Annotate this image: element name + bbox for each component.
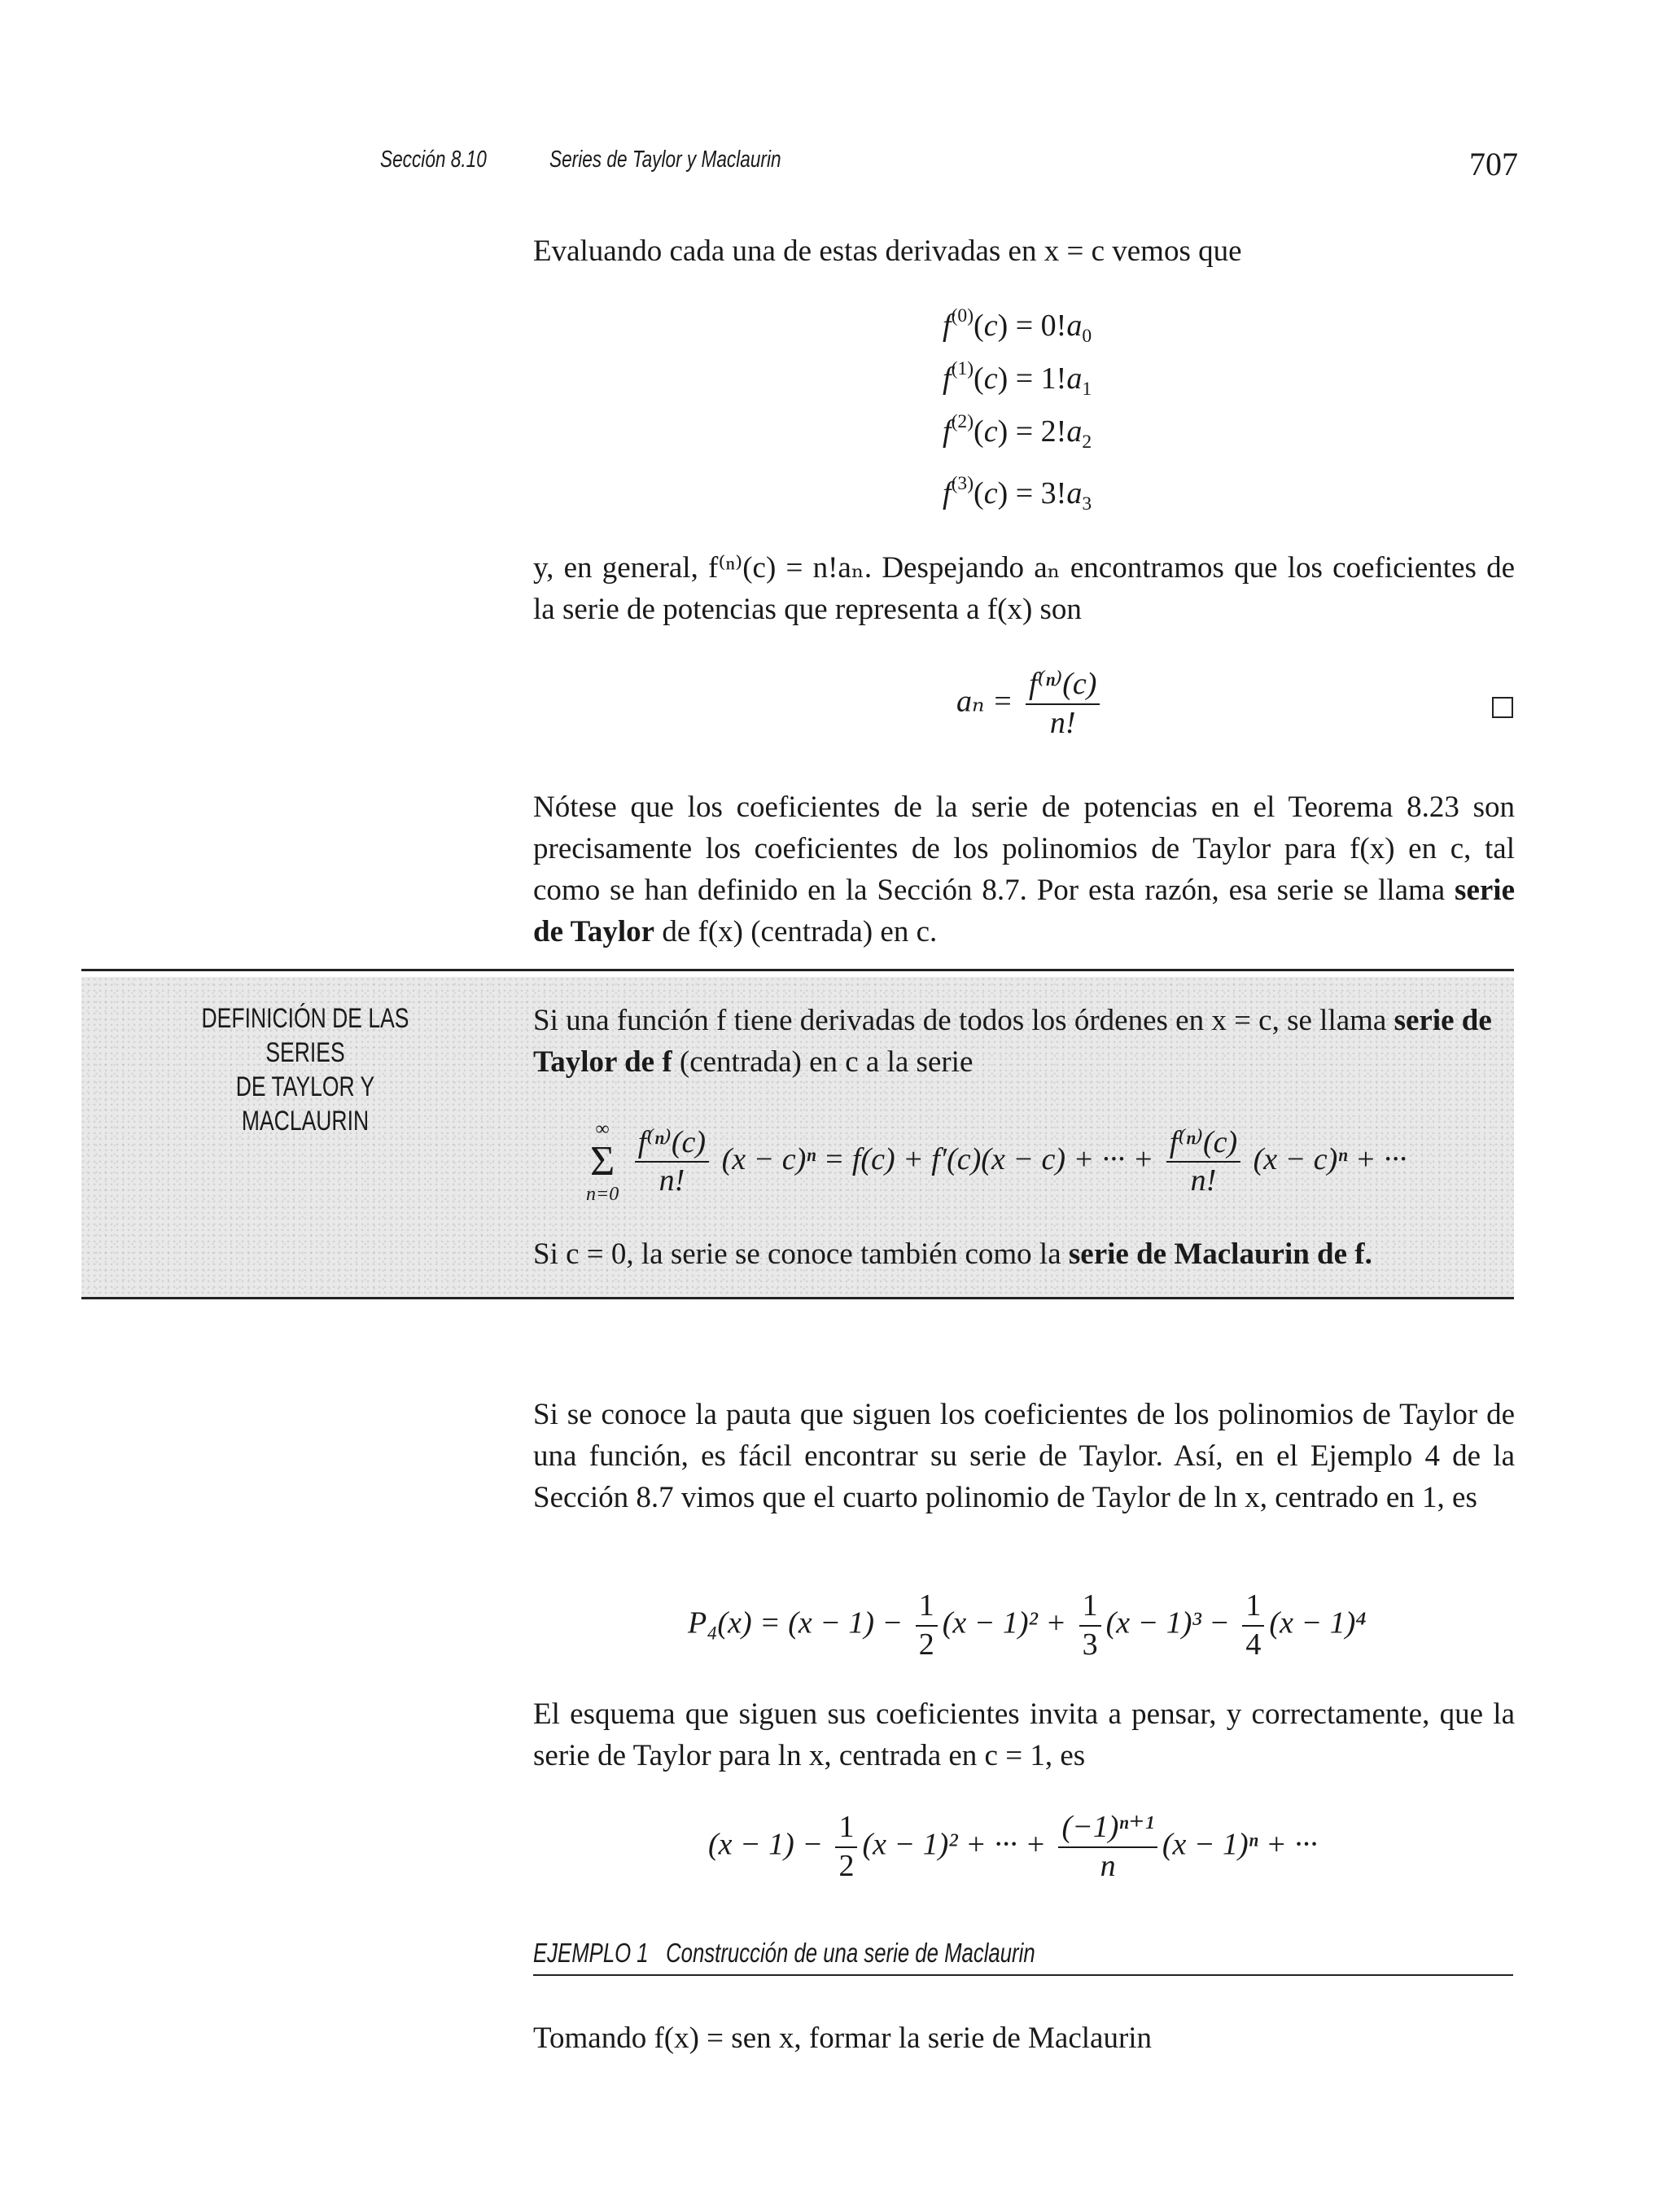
an-formula: aₙ = $\frac{\text{f⁽ⁿ⁾(c)}}{n!}$ — [956, 666, 1105, 742]
general-paragraph: y, en general, f⁽ⁿ⁾(c) = n!aₙ. Despejando aₙ encontramos que los coeficientes de la serie de potencias que representa a f(x) son — [533, 551, 1515, 626]
paragraph-pattern: Si se conoce la pauta que siguen los coeficientes de los polinomios de Taylor de una función, es fácil encontrar su serie de Taylor. Así, en el Ejemplo 4 de la Sección 8.7 vimos que el cuarto polinomio de Taylor de ln x, centrado en 1, es — [533, 1398, 1515, 1514]
taylor-series-formula: ∞ Σ n=0 $\frac{\text{f⁽ⁿ⁾(c)}}{n!}$ (x − c)ⁿ = f(c) + f′(c)(x − c) + ··· + $\frac{\text{f⁽ⁿ⁾(c)}}{n!}$ (x − c)ⁿ + ··· — [586, 1119, 1407, 1205]
running-section: Sección 8.10 — [380, 147, 487, 173]
definition-bottom-rule — [81, 1297, 1514, 1299]
definition-top-rule — [81, 969, 1514, 971]
page-number: 707 — [1469, 146, 1518, 182]
running-title: Series de Taylor y Maclaurin — [549, 147, 781, 173]
derivative-eq-0: $f^{(0)}(c) = 0!a_0$ — [943, 305, 1092, 348]
derivative-eq-2: $f^{(2)}(c) = 2!a_2$ — [943, 411, 1092, 453]
p4-formula: P₄(x) = (x − 1) − $\frac{1}{2}$ (x − 1)² + $\frac{1}{3}$ (x − 1)³ − $\frac{1}{4}$ (x − 1)⁴ — [688, 1588, 1367, 1662]
maclaurin-definition: Si c = 0, la serie se conoce también como la serie de Maclaurin de f. — [533, 1237, 1372, 1271]
ln-series-formula: (x − 1) − $\frac{1}{2}$ (x − 1)² + ··· + $\frac{\text{(−1)ⁿ⁺¹}}{n}$ (x − 1)ⁿ + ··· — [708, 1810, 1318, 1883]
example-label: EJEMPLO 1 Construcción de una serie de Maclaurin — [533, 1938, 1035, 1968]
paragraph-scheme: El esquema que siguen sus coeficientes invita a pensar, y correctamente, que la serie de Taylor para ln x, centrada en c = 1, es — [533, 1697, 1515, 1772]
definition-title: DEFINICIÓN DE LAS SERIES DE TAYLOR Y MACLAURIN — [201, 1003, 409, 1137]
intro-text: Evaluando cada una de estas derivadas en x = c vemos que — [533, 234, 1242, 268]
note-paragraph: Nótese que los coeficientes de la serie de potencias en el Teorema 8.23 son precisamente los coeficientes de los polinomios de Taylor para f(x) en c, tal como se han definido en la Sección 8.7. Por esta razón, esa serie se llama serie de Taylor de f(x) (centrada) en c. — [533, 791, 1515, 948]
definition-text: Si una función f tiene derivadas de todos los órdenes en x = c, se llama serie de Taylor de f (centrada) en c a la serie — [533, 1004, 1492, 1079]
qed-square-icon — [1492, 697, 1513, 718]
derivative-eq-1: $f^{(1)}(c) = 1!a_1$ — [943, 358, 1092, 401]
example-rule — [533, 1974, 1513, 1976]
derivative-eq-3: $f^{(3)}(c) = 3!a_3$ — [943, 473, 1092, 515]
example-statement: Tomando f(x) = sen x, formar la serie de Maclaurin — [533, 2021, 1153, 2055]
